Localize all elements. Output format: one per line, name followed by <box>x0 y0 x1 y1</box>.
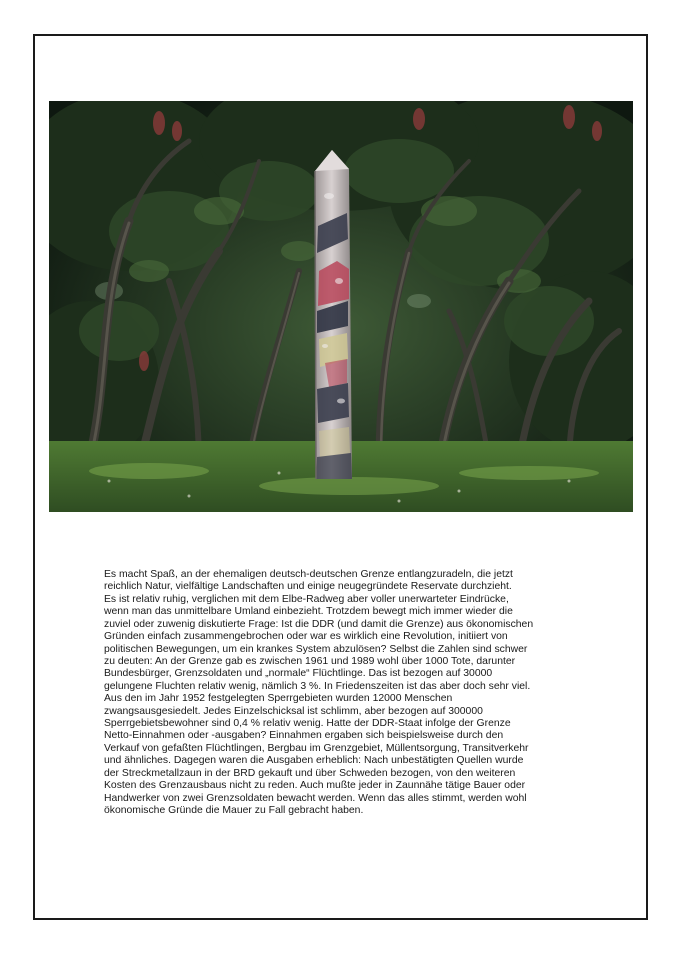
border-post <box>315 150 352 479</box>
border-post-photo <box>49 101 633 512</box>
photo-canvas <box>49 101 633 512</box>
article-text: Es macht Spaß, an der ehemaligen deutsch-deutschen Grenze entlangzuradeln, die jetzt reichlich Natur, vielfältige Landschaften und einige neugegründete Reservate durchzieht. Es ist relativ ruhig, verglichen mit dem Elbe-Radweg aber voller unerwarteter Eindrücke, wenn man das unmittelbare Umland einbezieht. Trotzdem bewegt mich immer wieder die zuviel oder zuwenig diskutierte Frage: Ist die DDR (und damit die Grenze) aus ökonomischen Gründen einfach zusammengebrochen oder war es wirklich eine Revolution, initiiert von politischen Bewegungen, um ein krankes System abzulösen? Selbst die Zahlen sind schwer zu deuten: An der Grenze gab es zwischen 1961 und 1989 wohl über 1000 Tote, darunter Bundesbürger, Grenzsoldaten und „normale“ Flüchtlinge. Das ist bezogen auf 30000 gelungene Fluchten relativ wenig, nämlich 3 %. In Friedenszeiten ist das aber doch sehr viel. Aus den im Jahr 1952 festgelegten Sperrgebieten wurden 12000 Menschen zwangsausgesiedelt. Jedes Einzelschicksal ist schlimm, aber bezogen auf 300000 Sperrgebietsbewohner sind 0,4 % relativ wenig. Hatte der DDR-Staat infolge der Grenze Netto-Einnahmen oder -ausgaben? Einnahmen ergaben sich beispielsweise durch den Verkauf von gefaßten Flüchtlingen, Bergbau im Grenzgebiet, Müllentsorgung, Transitverkehr und ähnliches. Dagegen waren die Ausgaben erheblich: Nach unbestätigten Quellen wurde der Streckmetallzaun in der BRD gekauft und über Schweden bezogen, von den weiteren Kosten des Grenzausbaus nicht zu reden. Auch mußte jeder in Zaunnähe tätige Bauer oder Handwerker von zwei Grenzsoldaten bewacht werden. Wenn das alles stimmt, werden wohl ökonomische Gründe die Mauer zu Fall gebracht haben. <box>104 569 534 817</box>
